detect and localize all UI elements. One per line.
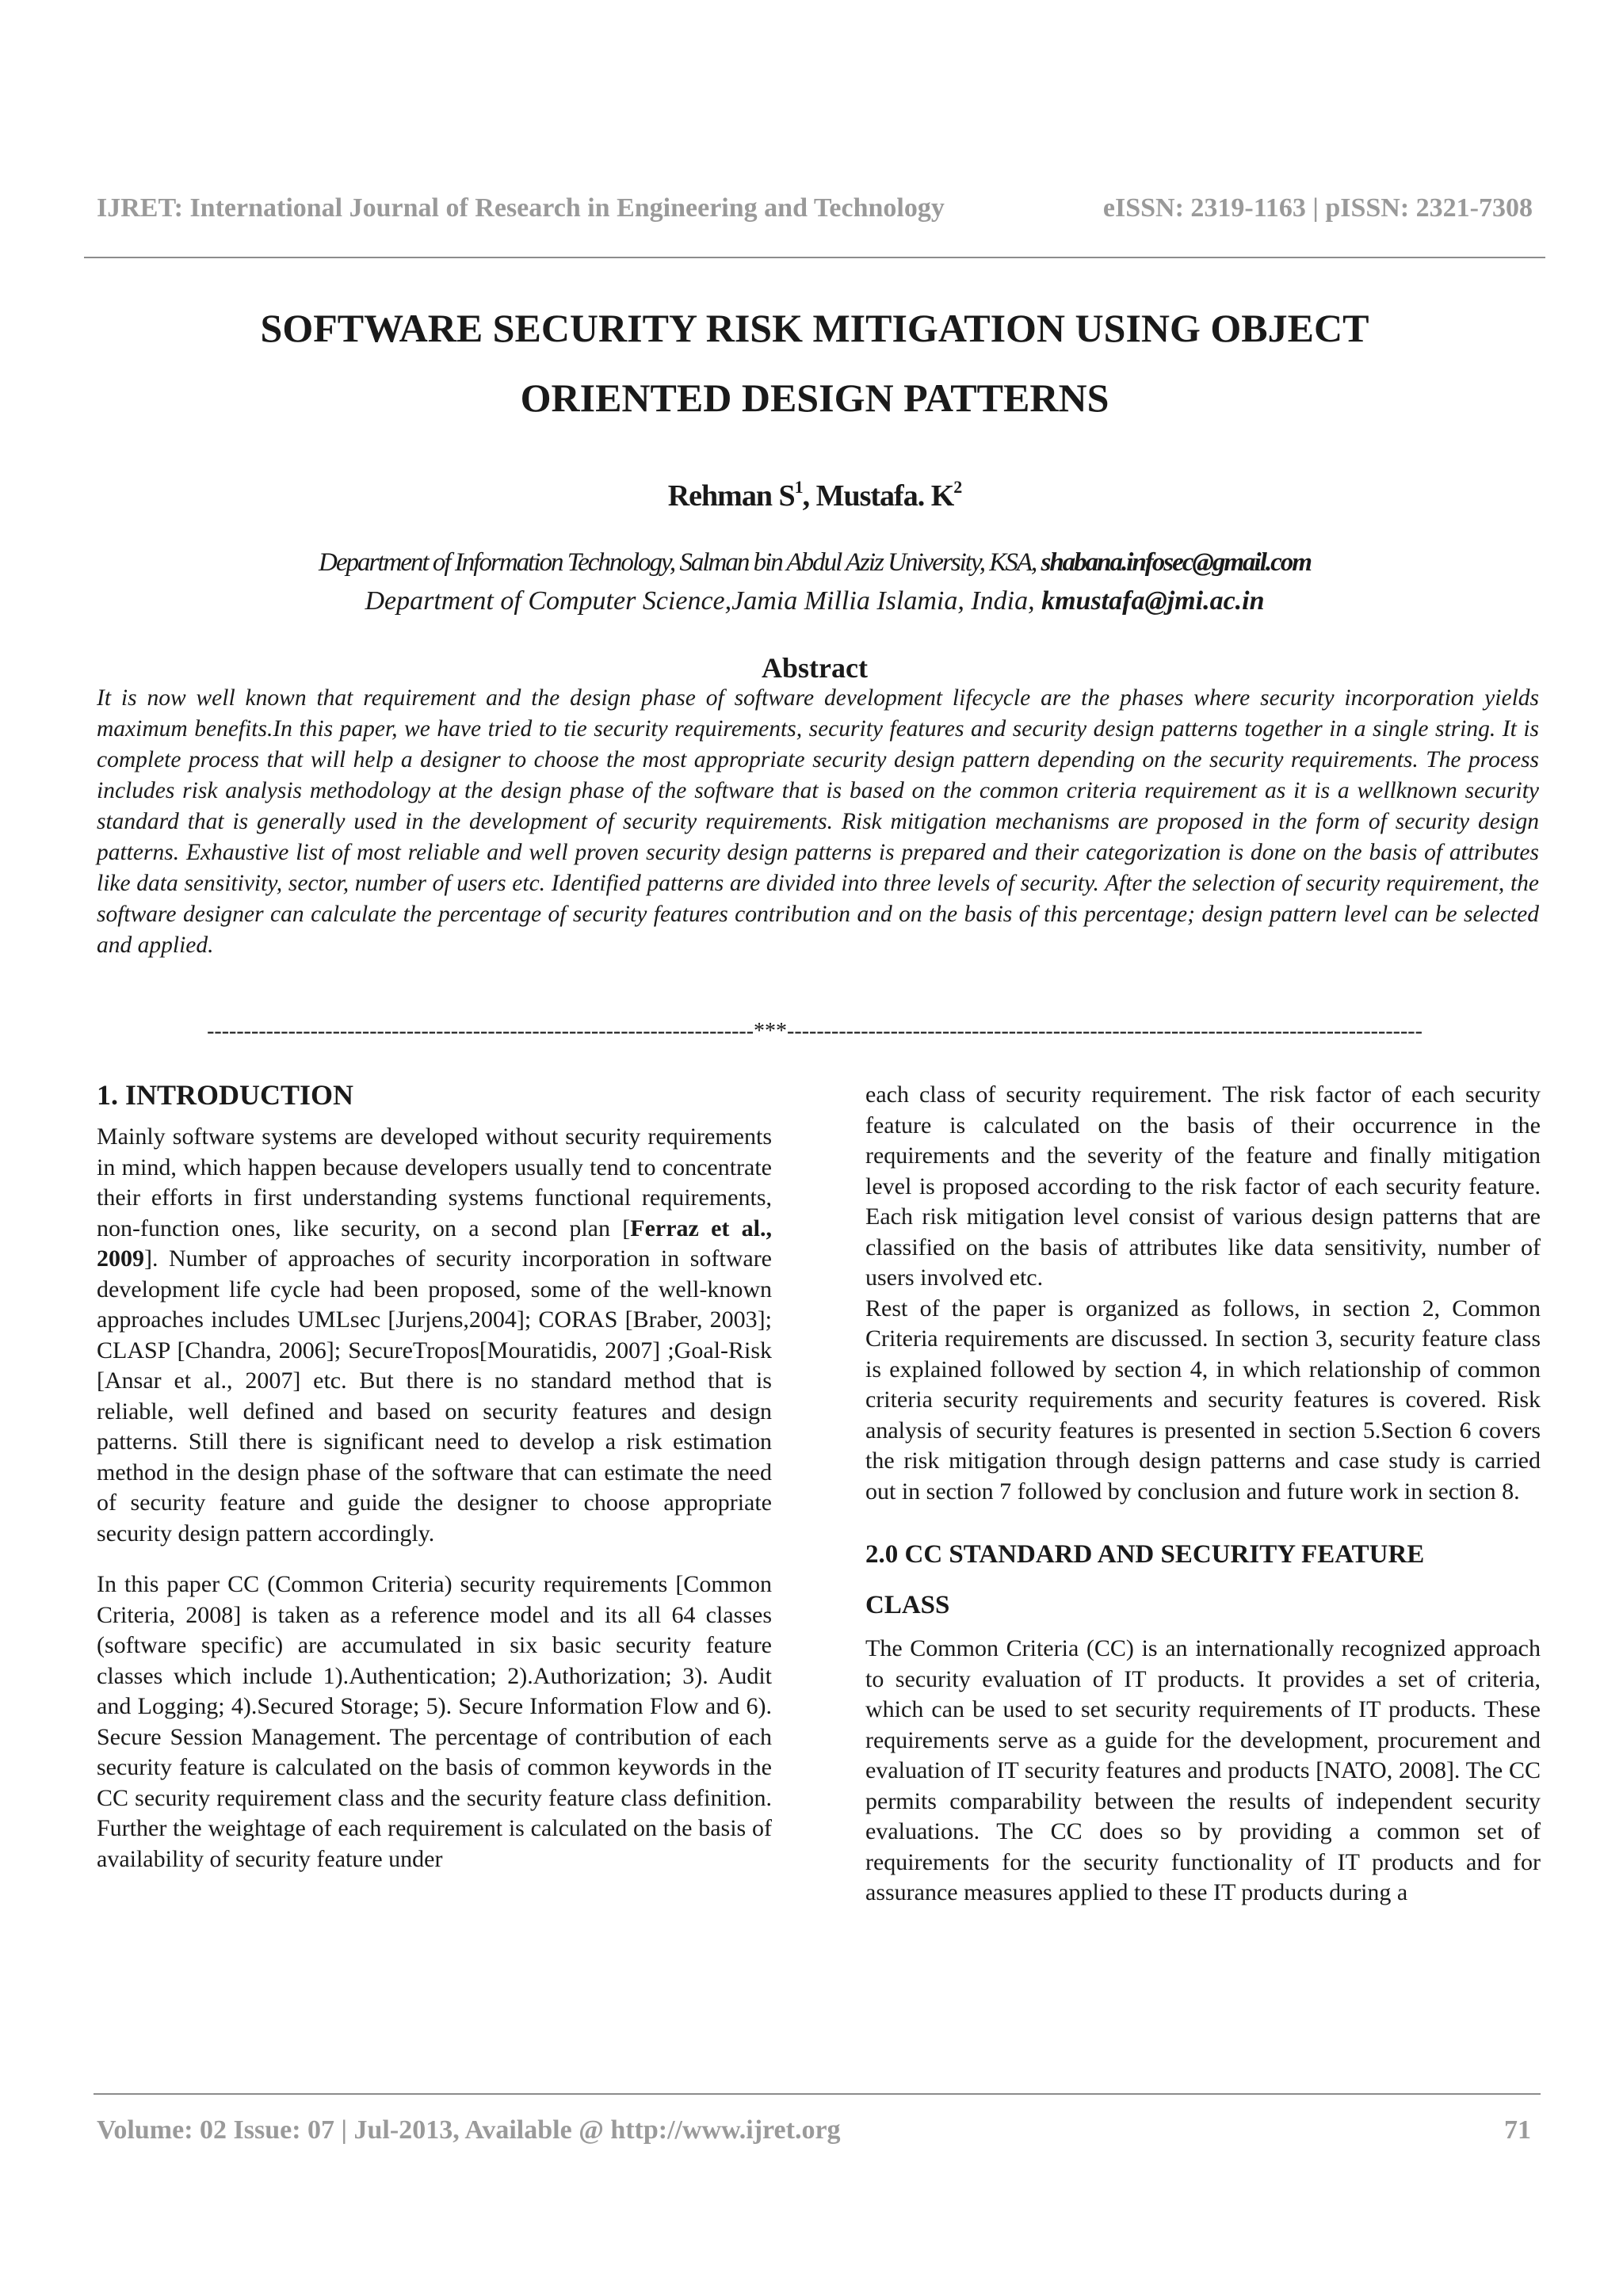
intro-p1-text-a: Mainly software systems are developed without security requirements in mind, which happen because developers usually tend to concentrate their efforts in first understanding systems functional requirements, non-function ones, like security, on a second plan [: [97, 1123, 772, 1241]
left-column: [97, 1077, 772, 1875]
affiliation-2-email[interactable]: kmustafa@jmi.ac.in: [1041, 586, 1265, 616]
affiliation-1-email[interactable]: shabana.infosec@gmail.com: [1041, 548, 1311, 577]
affiliation-2: [97, 586, 1533, 616]
running-header: [97, 193, 1533, 223]
intro-paragraph-3: each class of security requirement. The risk factor of each security feature is calculated on the basis of their occurrence in the requirements and the severity of the feature and finally mitigation level is proposed according to the risk factor of each security feature. Each risk mitigation level consist of various design patterns that are classified on the basis of attributes like data sensitivity, number of users involved etc.: [865, 1081, 1541, 1291]
author-2-affil-mark: 2: [953, 477, 962, 497]
title-line-1: SOFTWARE SECURITY RISK MITIGATION USING OBJECT: [260, 306, 1369, 350]
intro-paragraph-1: [97, 1122, 772, 1549]
abstract-heading: Abstract: [762, 652, 868, 684]
cc-section-heading: [865, 1529, 1541, 1630]
title-line-2: ORIENTED DESIGN PATTERNS: [520, 376, 1109, 420]
cc-paragraph-1: The Common Criteria (CC) is an internationally recognized approach to security evaluation of IT products. It provides a set of criteria, which can be used to set security requirements of IT products. These requirements serve as a guide for the development, procurement and evaluation of IT security features and products [NATO, 2008]. The CC permits comparability between the results of independent security evaluations. The CC does so by providing a common set of requirements for the security functionality of IT products and for assurance measures applied to these IT products during a: [865, 1635, 1541, 1905]
affiliation-2-text: Department of Computer Science,Jamia Millia Islamia, India,: [365, 586, 1042, 616]
affiliation-1-text: Department of Information Technology, Salman bin Abdul Aziz University, KSA,: [319, 548, 1041, 577]
cc-heading-line-1: 2.0 CC STANDARD AND SECURITY FEATURE: [865, 1540, 1425, 1569]
footer-rule: [94, 2093, 1541, 2095]
footer-volume-info: Volume: 02 Issue: 07 | Jul-2013, Available @ http://www.ijret.org: [97, 2115, 841, 2145]
right-column: [865, 1080, 1541, 1909]
author-list: [97, 477, 1533, 513]
author-1: Rehman S: [667, 479, 795, 513]
intro-paragraph-2: In this paper CC (Common Criteria) security requirements [Common Criteria, 2008] is taken as a reference model and its all 64 classes (software specific) are accumulated in six basic security feature classes which include 1).Authentication; 2).Authorization; 3). Audit and Logging; 4).Secured Storage; 5). Secure Information Flow and 6). Secure Session Management. The percentage of contribution of each security feature is calculated on the basis of common keywords in the CC security requirement class and the security feature class definition. Further the weightage of each requirement is calculated on the basis of availability of security feature under: [97, 1571, 772, 1872]
intro-paragraph-4: Rest of the paper is organized as follows, in section 2, Common Criteria requirements are discussed. In section 3, security feature class is explained followed by section 4, in which relationship of common criteria security requirements and security features is covered. Risk analysis of security features is presented in section 5.Section 6 covers the risk mitigation through design patterns and case study is carried out in section 7 followed by conclusion and future work in section 8.: [865, 1295, 1541, 1505]
paper-title: [97, 293, 1533, 433]
section-separator: --------------------------------------------------------------------------***--------------------------------------------------------------------------------------: [207, 1019, 1423, 1043]
cc-heading-line-2: CLASS: [865, 1591, 950, 1619]
issn-info: eISSN: 2319-1163 | pISSN: 2321-7308: [1102, 193, 1533, 223]
page-number: 71: [1504, 2115, 1531, 2145]
intro-p1-citation: Ferraz et al., 2009: [97, 1215, 772, 1272]
abstract-body: It is now well known that requirement and the design phase of software development lifecycle are the phases where security incorporation yields maximum benefits.In this paper, we have tried to tie security requirements, security features and security design patterns together in a single string. It is complete process that will help a designer to choose the most appropriate security design pattern depending on the security requirements. The process includes risk analysis methodology at the design phase of the software that is based on the common criteria requirement as it is a wellknown security standard that is generally used in the development of security requirements. Risk mitigation mechanisms are proposed in the form of security design patterns. Exhaustive list of most reliable and well proven security design patterns is prepared and their categorization is done on the basis of attributes like data sensitivity, sector, number of users etc. Identified patterns are divided into three levels of security. After the selection of security requirement, the software designer can calculate the percentage of security features contribution and on the basis of this percentage; design pattern level can be selected and applied.: [97, 685, 1539, 958]
journal-name: IJRET: International Journal of Research in Engineering and Technology: [97, 193, 945, 223]
author-separator: ,: [802, 479, 816, 513]
introduction-heading: 1. INTRODUCTION: [97, 1079, 354, 1111]
author-1-affil-mark: 1: [794, 477, 803, 497]
affiliation-1: [97, 548, 1533, 578]
author-2: Mustafa. K: [815, 479, 954, 513]
header-rule: [84, 257, 1545, 258]
intro-p1-text-b: ]. Number of approaches of security incorporation in software development life cycle had been proposed, some of the well-known approaches includes UMLsec [Jurjens,2004]; CORAS [Braber, 2003]; CLASP [Chandra, 2006]; SecureTropos[Mouratidis, 2007] ;Goal-Risk [Ansar et al., 2007] etc. But there is no standard method that is reliable, well defined and based on security features and design patterns. Still there is significant need to develop a risk estimation method in the design phase of the software that can estimate the need of security feature and guide the designer to choose appropriate security design pattern accordingly.: [97, 1245, 772, 1547]
